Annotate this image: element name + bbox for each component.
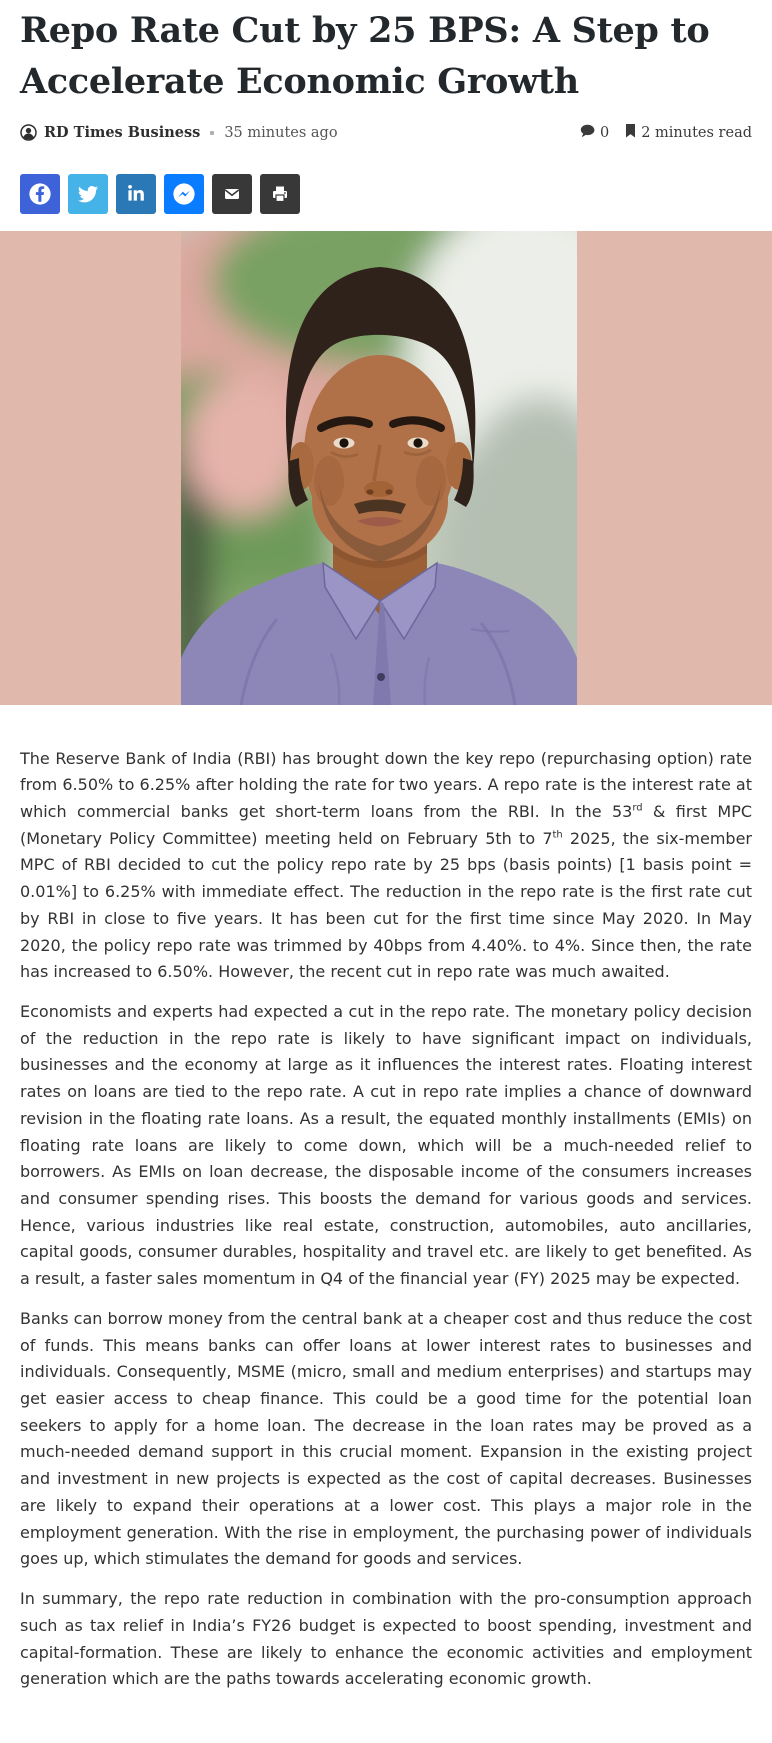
share-twitter-button[interactable]	[68, 174, 108, 214]
facebook-icon	[27, 181, 53, 207]
meta-row	[20, 124, 752, 142]
published-time: 35 minutes ago	[224, 124, 338, 141]
byline	[20, 124, 338, 141]
meta-stats	[580, 124, 752, 142]
bookmark-icon	[625, 124, 636, 142]
messenger-icon	[171, 181, 197, 207]
email-icon	[220, 182, 244, 206]
share-email-button[interactable]	[212, 174, 252, 214]
share-linkedin-button[interactable]	[116, 174, 156, 214]
article-paragraph: Banks can borrow money from the central bank at a cheaper cost and thus reduce the cost of funds. This means banks can offer loans at lower interest rates to businesses and individuals. Consequently, MSME (micro, small and medium enterprises) and startups may get easier access to cheap finance. This could be a good time for the potential loan seekers to apply for a home loan. The decrease in the loan rates may be proved as a much-needed demand support in this crucial moment. Expansion in the existing project and investment in new projects is expected as the cost of capital decreases. Businesses are likely to expand their operations at a lower cost. This plays a major role in the employment generation. With the rise in employment, the purchasing power of individuals goes up, which stimulates the demand for goods and services.	[20, 1308, 752, 1569]
comment-bubble-icon	[580, 124, 595, 142]
article-body	[0, 746, 772, 1699]
linkedin-icon	[126, 184, 146, 204]
share-messenger-button[interactable]	[164, 174, 204, 214]
comments-count: 0	[599, 124, 610, 141]
print-icon	[268, 182, 292, 206]
article-paragraph: Economists and experts had expected a cut in the repo rate. The monetary policy decision of the reduction in the repo rate is likely to have significant impact on individuals, businesses and the economy at large as it influences the interest rates. Floating interest rates on loans are tied to the repo rate. A cut in repo rate implies a chance of downward revision in the floating rate loans. As a result, the equated monthly installments (EMIs) on floating rate loans are likely to come down, which will be a much-needed relief to borrowers. As EMIs on loan decrease, the disposable income of the consumers increases and consumer spending rises. This boosts the demand for various goods and services. Hence, various industries like real estate, construction, automobiles, auto ancillaries, capital goods, consumer durables, hospitality and travel etc. are likely to get benefited. As a result, a faster sales momentum in Q4 of the financial year (FY) 2025 may be expected.	[20, 1001, 752, 1289]
article-paragraph: In summary, the repo rate reduction in combination with the pro-consumption approach such as tax relief in India’s FY26 budget is expected to boost spending, investment and capital-formation. These are likely to enhance the economic activities and employment generation which are the paths towards accelerating economic growth.	[20, 1589, 752, 1689]
read-time	[625, 124, 752, 142]
separator-dot	[210, 131, 214, 135]
article-page	[0, 6, 772, 1699]
share-print-button[interactable]	[260, 174, 300, 214]
read-time-label: 2 minutes read	[641, 124, 752, 141]
page-title: Repo Rate Cut by 25 BPS: A Step to Accelerate Economic Growth	[20, 10, 710, 102]
portrait-photo	[181, 231, 577, 705]
featured-image	[0, 231, 772, 705]
article-header	[0, 6, 772, 214]
share-facebook-button[interactable]	[20, 174, 60, 214]
user-circle-icon	[20, 124, 37, 141]
comments-link[interactable]	[580, 124, 609, 142]
share-row	[20, 174, 752, 214]
twitter-icon	[77, 183, 99, 205]
author-link[interactable]: RD Times Business	[44, 124, 201, 141]
article-paragraph: The Reserve Bank of India (RBI) has brought down the key repo (repurchasing option) rate from 6.50% to 6.25% after holding the rate for two years. A repo rate is the interest rate at which commercial banks get short-term loans from the RBI. In the 53rd & first MPC (Monetary Policy Committee) meeting held on February 5th to 7th 2025, the six-member MPC of RBI decided to cut the policy repo rate by 25 bps (basis points) [1 basis point = 0.01%] to 6.25% with immediate effect. The reduction in the repo rate is the first rate cut by RBI in close to five years. It has been cut for the first time since May 2020. In May 2020, the policy repo rate was trimmed by 40bps from 4.40%. to 4%. Since then, the rate has increased to 6.50%. However, the recent cut in repo rate was much awaited.	[20, 748, 753, 982]
